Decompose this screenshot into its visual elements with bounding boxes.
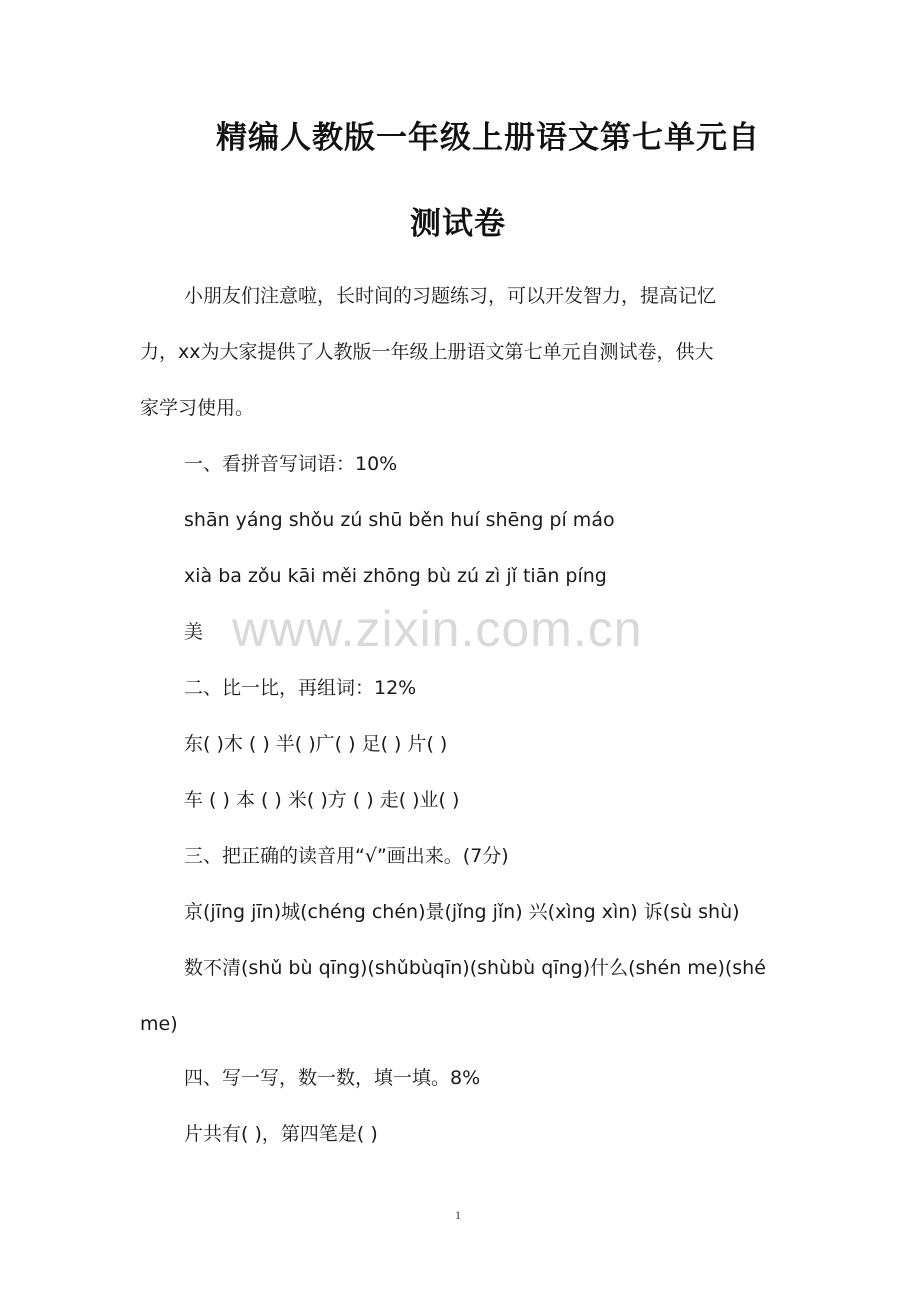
- section-1-heading: 一、看拼音写词语：10%: [184, 453, 398, 475]
- document-title-line-2: 测试卷: [410, 206, 506, 242]
- page-number: 1: [455, 1208, 461, 1222]
- section-1-pinyin-line-2: xià ba zǒu kāi měi zhōng bù zú zì jǐ tiān píng: [184, 565, 607, 587]
- section-1-pinyin-line-3: 美: [184, 621, 204, 643]
- section-3-line-2: 数不清(shǔ bù qīng)(shǔbùqīn)(shùbù qīng)什么(shén me)(shé: [184, 957, 766, 979]
- document-title-line-1: 精编人教版一年级上册语文第七单元自: [216, 120, 760, 156]
- section-3-line-3: me): [140, 1013, 178, 1035]
- section-2-line-2: 车 ( ) 本 ( ) 米( )方 ( ) 走( )业( ): [184, 789, 460, 811]
- section-4-line-1: 片共有( )，第四笔是( ): [184, 1123, 378, 1145]
- intro-line-2: 力，xx为大家提供了人教版一年级上册语文第七单元自测试卷，供大: [140, 341, 714, 363]
- intro-line-3: 家学习使用。: [140, 397, 255, 419]
- section-3-line-1: 京(jīng jīn)城(chéng chén)景(jǐng jǐn) 兴(xìng xìn) 诉(sù shù): [184, 901, 740, 923]
- intro-line-1: 小朋友们注意啦，长时间的习题练习，可以开发智力，提高记忆: [184, 285, 717, 307]
- section-2-heading: 二、比一比，再组词：12%: [184, 677, 417, 699]
- section-4-heading: 四、写一写，数一数，填一填。8%: [184, 1067, 481, 1089]
- watermark: www.zixin.com.cn: [232, 601, 643, 657]
- section-3-heading: 三、把正确的读音用“√”画出来。(7分): [184, 845, 509, 867]
- section-1-pinyin-line-1: shān yáng shǒu zú shū běn huí shēng pí máo: [184, 509, 615, 531]
- section-2-line-1: 东( )木 ( ) 半( )广( ) 足( ) 片( ): [184, 733, 448, 755]
